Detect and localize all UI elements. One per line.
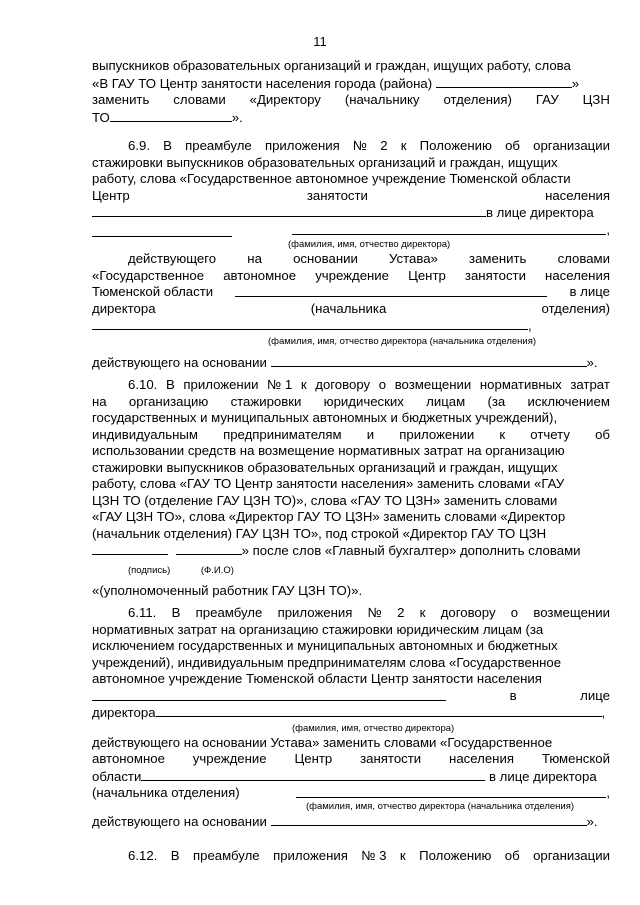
text-line: [92, 751, 610, 768]
blank-field: [92, 204, 486, 217]
word: преамбуле: [192, 848, 260, 863]
text-line: действующего на основании ».: [92, 354, 598, 370]
word: Устава»: [389, 251, 438, 266]
text-line: действующего на основании ».: [92, 813, 598, 829]
word: приложения: [264, 138, 340, 153]
word: заменить: [469, 251, 527, 266]
word: приложения: [277, 605, 353, 620]
blank-field: [176, 542, 242, 555]
word: возмещении: [533, 605, 610, 620]
word: Положению: [419, 138, 492, 153]
text-line: [92, 377, 610, 394]
word: приложения: [273, 848, 348, 863]
word: лицам: [426, 393, 466, 409]
text-line: ,: [92, 222, 610, 239]
word: к: [399, 848, 406, 863]
document-body: [92, 58, 610, 865]
word: Центр: [408, 267, 446, 283]
blank-field: [436, 75, 572, 88]
text-line: [92, 427, 610, 444]
word: директора: [92, 300, 156, 316]
text-line: учреждений), индивидуальным предпринимателям слова «Государственное: [92, 654, 562, 670]
word: населения: [545, 267, 610, 283]
word: о: [378, 377, 387, 392]
word: В: [163, 138, 172, 153]
text-line: работу, слова «ГАУ ТО Центр занятости населения» заменить словами «ГАУ: [92, 476, 565, 491]
word: договору: [315, 377, 371, 392]
text-line: [92, 268, 610, 285]
word: 6.11.: [128, 605, 157, 620]
word: словами: [173, 92, 226, 107]
text-line: в лице: [92, 688, 610, 705]
text-line: области в лице директора: [92, 768, 597, 784]
word: к: [400, 138, 407, 153]
word: В: [171, 605, 181, 620]
blank-field: [92, 317, 528, 330]
text-line: [92, 92, 610, 109]
blank-field: [141, 768, 485, 781]
word: «Государственное: [92, 267, 205, 283]
word: В: [165, 377, 175, 392]
text-line: стажировки выпускников образовательных организаций и граждан, ищущих: [92, 459, 558, 475]
word: автономное: [92, 751, 165, 766]
word: к: [419, 605, 426, 620]
word: Положению: [419, 848, 492, 863]
word: занятости: [306, 187, 368, 203]
text-line: ЦЗН ТО (отделение ГАУ ЦЗН ТО)», слова «ГАУ ТО ЦЗН» заменить словами: [92, 492, 558, 508]
word: автономное: [223, 267, 297, 283]
text-line: [92, 301, 610, 318]
word: индивидуальным: [92, 426, 198, 442]
text-line: [92, 605, 610, 622]
caption-fio: (фамилия, имя, отчество директора): [288, 239, 451, 250]
word: заменить: [92, 92, 150, 107]
blank-field: [92, 542, 168, 555]
word: отделения): [541, 300, 610, 316]
word: 6.12.: [128, 848, 158, 863]
word: отчету: [530, 426, 570, 442]
blank-field: [92, 688, 446, 701]
word: к: [300, 377, 307, 392]
word: (начальнику: [344, 92, 420, 107]
word: 6.10.: [128, 377, 158, 392]
caption-fio-nach: (фамилия, имя, отчество директора (начальника отделения): [306, 800, 575, 812]
word: населения: [449, 751, 514, 766]
text-line: [92, 848, 610, 865]
word: (за: [487, 393, 506, 409]
text-line: использовании средств на возмещение нормативных затрат на организацию: [92, 443, 565, 458]
word: нормативных: [479, 377, 562, 392]
blank-field: [271, 813, 587, 826]
word: Тюменской: [541, 751, 610, 766]
caption-signature: (подпись) (Ф.И.О): [128, 564, 234, 576]
word: №: [352, 138, 368, 153]
text-line: » после слов «Главный бухгалтер» дополнить словами: [92, 542, 610, 560]
word: на: [247, 251, 262, 266]
word: Центр: [92, 187, 130, 203]
word: об: [505, 138, 520, 153]
word: о: [510, 605, 519, 620]
text-line: работу, слова «Государственное автономное учреждение Тюменской области: [92, 171, 571, 186]
text-line: [92, 138, 610, 155]
blank-field: [156, 704, 602, 717]
word: на: [92, 393, 107, 409]
word: преамбуле: [185, 138, 252, 153]
text-line: [92, 394, 610, 411]
word: юридических: [323, 393, 404, 409]
word: учреждение: [192, 751, 267, 766]
word: об: [504, 848, 520, 863]
word: отделения): [443, 92, 512, 107]
text-line: исключением государственных и муниципальных автономных и бюджетных: [92, 638, 558, 653]
blank-field: [110, 109, 232, 122]
word: основании: [293, 251, 358, 266]
text-line: директора ,: [92, 705, 606, 720]
word: учреждение: [315, 267, 390, 283]
word: договору: [440, 605, 496, 620]
blank-field: [271, 354, 587, 367]
word: действующего: [128, 251, 217, 266]
caption-fio: (фамилия, имя, отчество директора): [292, 722, 455, 734]
text-line: ТО ».: [92, 109, 243, 125]
word: к: [499, 426, 506, 442]
word: организации: [533, 848, 610, 863]
word: № 3: [361, 848, 387, 863]
text-line: ,: [92, 317, 610, 335]
word: возмещении: [394, 377, 472, 392]
word: преамбуле: [195, 605, 263, 620]
page-number: 11: [313, 34, 327, 49]
text-line: в лице директора: [92, 204, 610, 222]
word: «Директору: [249, 92, 321, 107]
blank-field: [92, 224, 232, 237]
text-line: [92, 251, 610, 268]
word: организации: [533, 138, 610, 153]
word: приложении: [399, 426, 475, 442]
word: стажировки: [230, 393, 302, 409]
text-line: автономное учреждение Тюменской области Центр занятости населения: [92, 671, 542, 686]
text-line: действующего на основании Устава» заменить словами «Государственное: [92, 734, 553, 750]
word: организацию: [128, 393, 209, 409]
word: ЦЗН: [582, 92, 610, 107]
word: 6.9.: [128, 138, 150, 153]
blank-field: [296, 785, 606, 798]
word: затрат: [570, 377, 610, 392]
word: 2: [397, 605, 405, 620]
word: и: [366, 426, 375, 442]
word: В: [170, 848, 180, 863]
blank-field: [292, 222, 606, 235]
text-line: выпускников образовательных организаций и граждан, ищущих работу, слова: [92, 58, 571, 73]
word: занятости: [360, 751, 422, 766]
word: Центр: [294, 751, 333, 766]
caption-fio-nach: (фамилия, имя, отчество директора (начальника отделения): [268, 335, 537, 347]
text-line: (начальник отделения) ГАУ ЦЗН ТО», под строкой «Директор ГАУ ТО ЦЗН: [92, 525, 547, 541]
word: ГАУ: [535, 92, 559, 107]
text-line: государственных и муниципальных автономных и бюджетных учреждений),: [92, 410, 558, 425]
word: № 1: [267, 377, 293, 392]
word: населения: [545, 187, 610, 203]
text-line: [92, 188, 610, 205]
word: предпринимателям: [223, 426, 342, 442]
word: занятости: [464, 267, 526, 283]
word: исключением: [527, 393, 610, 409]
word: (начальника: [310, 300, 387, 316]
text-line: «ГАУ ЦЗН ТО», слова «Директор ГАУ ТО ЦЗН» заменить словами «Директор: [92, 509, 566, 524]
word: приложении: [183, 377, 259, 392]
text-line: (начальника отделения) ,: [92, 785, 610, 800]
word: об: [595, 426, 610, 442]
word: словами: [557, 251, 610, 266]
text-line: нормативных затрат на организацию стажировки юридическим лицам (за: [92, 621, 544, 637]
word: №: [367, 605, 382, 620]
text-line: «(уполномоченный работник ГАУ ЦЗН ТО)».: [92, 582, 363, 598]
text-line: Тюменской области в лице: [92, 284, 610, 299]
text-line: «В ГАУ ТО Центр занятости населения города (района) »: [92, 75, 580, 91]
text-line: стажировки выпускников образовательных организаций и граждан, ищущих: [92, 154, 558, 170]
blank-field: [235, 284, 547, 297]
word: 2: [380, 138, 388, 153]
